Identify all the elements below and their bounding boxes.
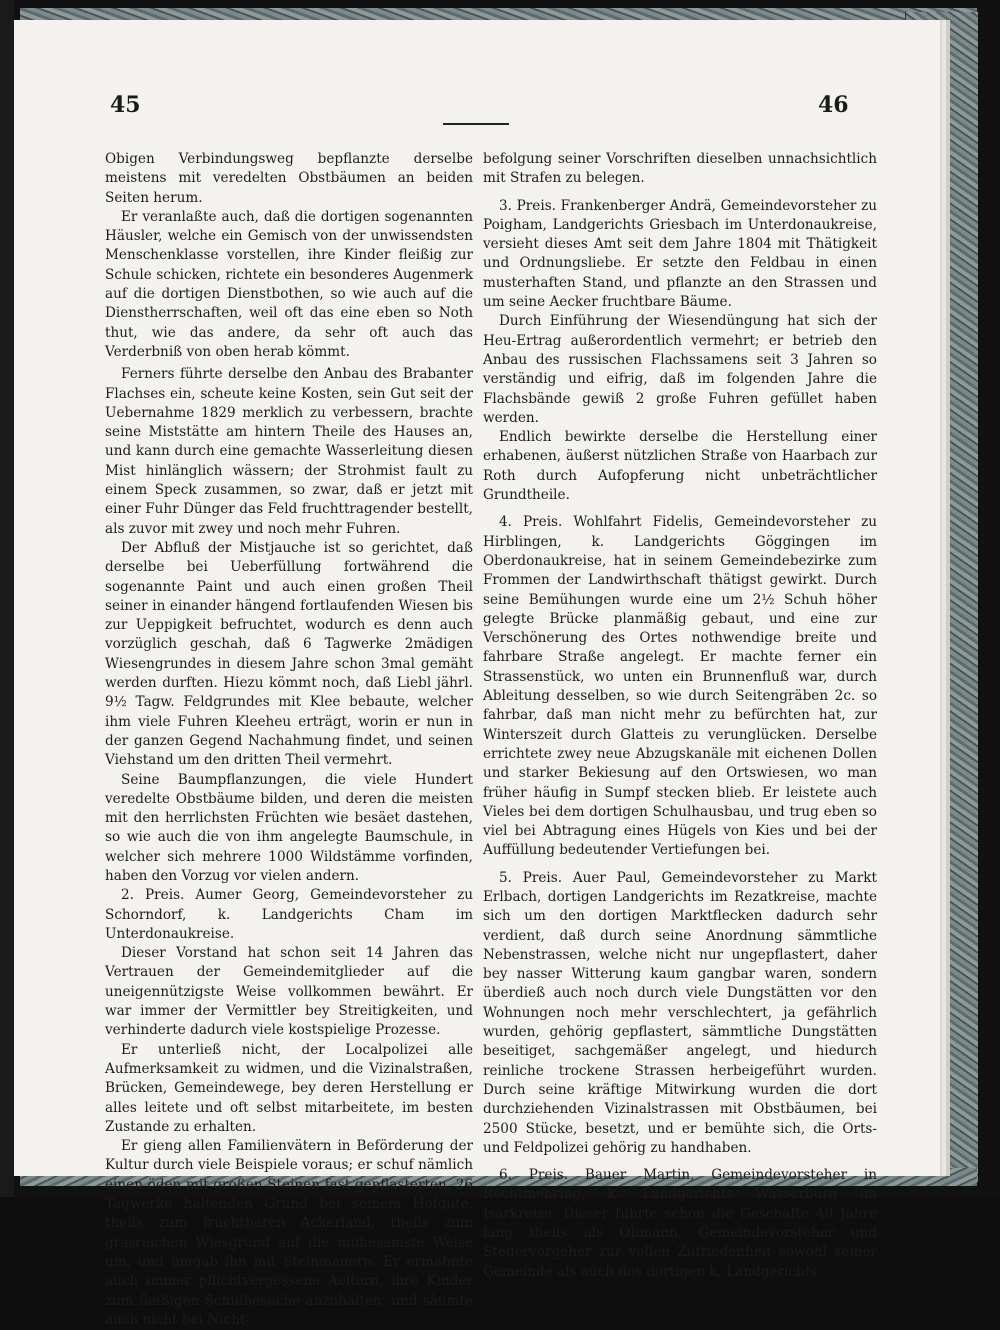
text-column-left [105, 150, 473, 1330]
prize-heading: 6. Preis. Bauer Martin, Gemeindevorsteher in Rechtmehring, k. Landgerichts Wasserburg im Isarkreise. Dieser führte schon die Geschäfte 40 Jahre lang theils als Obmann, Gemeindevorsteher und Steuervorgeher zur vollen Zufriedenheit sowohl seiner Gemeinde als auch des dortigen k. Landgerichts. [483, 1167, 877, 1280]
scan-left-edge [0, 0, 14, 1197]
text-column-right [483, 150, 877, 1282]
prize-heading: 4. Preis. Wohlfahrt Fidelis, Gemeindevorsteher zu Hirblingen, k. Landgerichts Göggingen im Oberdonaukreise, hat in seinem Gemeindebezirke zum Frommen der Landwirthschaft thätigst gewirkt. Durch seine Bemühungen wurde eine um 2½ Schuh höher gelegte Brücke planmäßig gebaut, und eine zur Verschönerung des Ortes nothwendige breite und fahrbare Straße angelegt. Er machte ferner ein Strassenstück, wo unten ein Brunnenfluß war, durch Ableitung desselben, so wie durch Seitengräben 2c. so fahrbar, daß man nicht mehr zu befürchten hat, zur Winterszeit durch Glatteis zu verunglücken. Derselbe errichtete zwey neue Abzugskanäle mit eichenen Dollen und starker Bekiesung auf den Ortswiesen, wo man früher häufig in Sumpf stecken blieb. Er leistete auch Vieles bei dem dortigen Schulhausbau, und trug eben so viel bei Abtragung eines Hügels von Kies und bei der Auffüllung bedeutender Vertiefungen bei. [483, 514, 877, 859]
paragraph: Ferners führte derselbe den Anbau des Brabanter Flachses ein, scheute keine Kosten, sein Gut seit der Uebernahme 1829 merklich zu verbessern, brachte seine Miststätte am hintern Theile des Hauses an, und kann durch eine gemachte Wasserleitung diesen Mist hinlänglich wässern; der Strohmist fault zu einem Speck zusammen, so zwar, daß er jetzt mit einer Fuhr Dünger das Feld fruchttragender bestellt, als zuvor mit zwey und noch mehr Fuhren. [105, 366, 473, 537]
paragraph: Er unterließ nicht, der Localpolizei alle Aufmerksamkeit zu widmen, und die Vizinalstraßen, Brücken, Gemeindewege, bey deren Herstellung er alles leitete und oft selbst mitarbeitete, im besten Zustande zu erhalten. [105, 1041, 473, 1135]
header-rule [443, 123, 509, 125]
paragraph: Seine Baumpflanzungen, die viele Hundert veredelte Obstbäume bilden, und deren die meisten mit den herrlichsten Früchten wie besäet dastehen, so wie auch die von ihm angelegte Baumschule, in welcher sich mehrere 1000 Wildstämme vorfinden, haben den Vorzug vor vielen andern. [105, 771, 473, 884]
prize-heading: 5. Preis. Auer Paul, Gemeindevorsteher zu Markt Erlbach, dortigen Landgerichts im Rezatkreise, machte sich um den dortigen Marktflecken dadurch sehr verdient, daß durch seine Anordnung sämmtliche Nebenstrassen, welche nicht nur ungepflastert, daher bey nasser Witterung kaum gangbar waren, sondern überdieß auch noch durch viele Dungstätten vor den Wohnungen noch mehr verschlechtert, ja gefährlich wurden, gehörig gepflastert, sämmtliche Dungstätten beseitiget, sachgemäßer angelegt, und hiedurch reinliche trockene Strassen herbeigeführt wurden. Durch seine kräftige Mitwirkung wurden die dort durchziehenden Vizinalstrassen mit Obstbäumen, bei 2500 Stücke, besetzt, und er bemühte sich, die Orts- und Feldpolizei gehörig zu handhaben. [483, 869, 877, 1156]
paragraph: befolgung seiner Vorschriften dieselben unnachsichtlich mit Strafen zu belegen. [483, 151, 877, 187]
paragraph: Obigen Verbindungsweg bepflanzte derselbe meistens mit veredelten Obstbäumen an beiden Seiten herum. [105, 151, 473, 206]
page-number-left: 45 [110, 92, 141, 118]
paragraph: Er veranlaßte auch, daß die dortigen sogenannten Häusler, welche ein Gemisch von der unwissendsten Menschenklasse vorstellen, ihre Kinder fleißig zur Schule schicken, richtete ein besonderes Augenmerk auf die dortigen Dienstbothen, so wie auch auf die Dienstherrschaften, weil oft das eine eben so Noth thut, wie das andere, da sehr oft auch das Verderbniß von oben herab kömmt. [105, 208, 473, 360]
prize-heading: 3. Preis. Frankenberger Andrä, Gemeindevorsteher zu Poigham, Landgerichts Griesbach im Unterdonaukreise, versieht dieses Amt seit dem Jahre 1804 mit Thätigkeit und Ordnungsliebe. Er setzte den Feldbau in einen musterhaften Stand, und pflanzte an den Strassen und um seine Aecker fruchtbare Bäume. [483, 197, 877, 311]
paragraph: Endlich bewirkte derselbe die Herstellung einer erhabenen, äußerst nützlichen Straße von Haarbach zur Roth durch Aufopferung nicht unbeträchtlicher Grundtheile. [483, 429, 877, 504]
paragraph: Durch Einführung der Wiesendüngung hat sich der Heu-Ertrag außerordentlich vermehrt; er betrieb den Anbau des russischen Flachssamens seit 3 Jahren so verständig und eifrig, daß im folgenden Jahre die Flachsbände gewiß 2 große Fuhren gefüllet haben werden. [483, 313, 877, 426]
paragraph: Der Abfluß der Mistjauche ist so gerichtet, daß derselbe bei Ueberfüllung fortwährend die sogenannte Paint und auch einen großen Theil seiner in einander hängend fortlaufenden Wiesen bis zur Ueppigkeit befruchtet, wodurch es denn auch vorzüglich geschah, daß 6 Tagwerke 2mädigen Wiesengrundes in diesem Jahre schon 3mal gemäht werden durften. Hiezu kömmt noch, daß Liebl jährl. 9½ Tagw. Feldgrundes mit Klee bebaute, welcher ihm viele Fuhren Kleeheu erträgt, worin er nun in der ganzen Gegend Nachahmung findet, und seinen Viehstand um den dritten Theil vermehrt. [105, 539, 473, 769]
paragraph: Er gieng allen Familienvätern in Beförderung der Kultur durch viele Beispiele voraus; er schuf nämlich einen öden mit großen Steinen fast gepflasterten, 26 Tagwerke haltenden Grund bei seinem Hofgute, theils zum fruchtbaren Ackerland, theils zum grasreichen Wiesgrund auf die mühesamste Weise um, und umgab ihn mit Steinmauern. Er ermahnte auch immer pflichtvergessene Aeltern, ihre Kinder zum fleißigen Schulbesuche anzuhalten, und säumte auch nicht bei Nicht- [105, 1138, 473, 1328]
paragraph: Dieser Vorstand hat schon seit 14 Jahren das Vertrauen der Gemeindemitglieder auf die uneigennützigste Weise vollkommen bewährt. Er war immer der Vermittler bey Streitigkeiten, und verhinderte dadurch viele kostspielige Prozesse. [105, 945, 473, 1039]
prize-heading: 2. Preis. Aumer Georg, Gemeindevorsteher zu Schorndorf, k. Landgerichts Cham im Unterdonaukreise. [105, 887, 473, 942]
page-number-right: 46 [818, 92, 849, 118]
